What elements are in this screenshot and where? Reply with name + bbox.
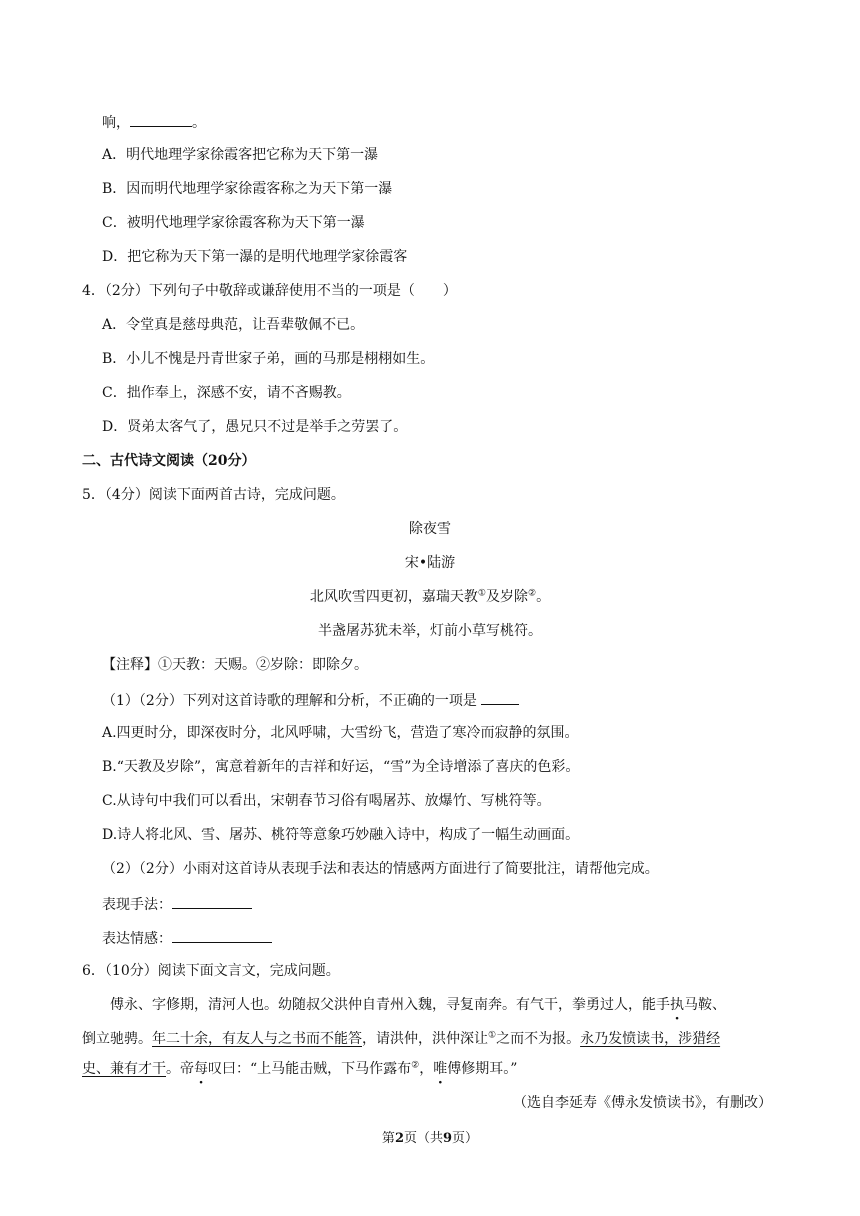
q5-sub1-option-d: D.诗人将北风、雪、屠苏、桃符等意象巧妙融入诗中，构成了一幅生动画面。 (102, 827, 580, 843)
q5-sub1-option-a: A.四更时分，即深夜时分，北风呼啸，大雪纷飞，营造了寒冷而寂静的氛围。 (102, 725, 579, 741)
page-footer: 第2页（共9页） (381, 1131, 479, 1146)
q4-option-d: D．贤弟太客气了，愚兄只不过是举手之劳罢了。 (102, 419, 408, 435)
poem-author: 宋•陆游 (404, 555, 456, 571)
q6-stem: 6．（10分）阅读下面文言文，完成问题。 (82, 963, 340, 979)
poem-title: 除夜雪 (409, 521, 451, 537)
source-note: （选自李延寿《傅永发愤读书》，有删改） (513, 1095, 772, 1111)
q5-sub2-stem: （2）（2分）小雨对这首诗从表现手法和表达的情感两方面进行了简要批注，请帮他完成。 (102, 861, 659, 877)
answer-blank[interactable] (481, 690, 519, 705)
q3-option-a: A．明代地理学家徐霞客把它称为天下第一瀑 (102, 147, 379, 163)
emotion-field: 表达情感： (102, 928, 272, 948)
q5-sub1-stem: （1）（2分）下列对这首诗歌的理解和分析，不正确的一项是 (102, 690, 519, 710)
page-number: 2 (394, 1131, 404, 1146)
emotion-answer-blank[interactable] (172, 928, 272, 943)
poem-line-1: 北风吹雪四更初，嘉瑞天教①及岁除②。 (309, 588, 551, 605)
technique-answer-blank[interactable] (172, 894, 252, 909)
q5-sub1-option-b: B.“天教及岁除”，寓意着新年的吉祥和好运，“雪”为全诗增添了喜庆的色彩。 (102, 759, 580, 775)
passage-line-2: 倒立驰骋。年二十余，有友人与之书而不能答，请洪仲，洪仲深让①之而不为报。永乃发愤读书，涉猎经 (82, 1030, 721, 1047)
dotted-char: 唯 (433, 1061, 448, 1077)
passage-line-3: 史、兼有才干。帝每叹曰：“上马能击贼，下马作露布②，唯傅修期耳。” (82, 1060, 518, 1077)
q5-stem: 5．（4分）阅读下面两首古诗，完成问题。 (82, 487, 345, 503)
passage-line-1: 傅永、字修期，清河人也。幼随叔父洪仲自青州入魏，寻复南奔。有气干，拳勇过人，能手执马鞍、 (110, 997, 726, 1013)
underlined-sentence-2-cont: 史、兼有才干 (82, 1061, 166, 1077)
dotted-char: 每 (194, 1061, 208, 1077)
total-pages: 9 (443, 1131, 453, 1146)
poem-note: 【注释】①天教：天赐。②岁除：即除夕。 (102, 657, 368, 673)
underlined-sentence-2: 永乃发愤读书，涉猎经 (580, 1031, 721, 1047)
q3-option-c: C．被明代地理学家徐霞客称为天下第一瀑 (102, 215, 365, 231)
q4-option-c: C．拙作奉上，深感不安，请不吝赐教。 (102, 385, 351, 401)
q4-stem: 4．（2分）下列句子中敬辞或谦辞使用不当的一项是（ ） (82, 283, 457, 299)
section-heading: 二、古代诗文阅读（20分） (82, 453, 256, 469)
q3-option-b: B．因而明代地理学家徐霞客称之为天下第一瀑 (102, 181, 393, 197)
answer-blank[interactable] (130, 112, 192, 127)
underlined-sentence-1: 年二十余，有友人与之书而不能答 (152, 1031, 362, 1047)
q4-option-a: A．令堂真是慈母典范，让吾辈敬佩不已。 (102, 317, 365, 333)
technique-field: 表现手法： (102, 894, 252, 914)
q3-option-d: D．把它称为天下第一瀑的是明代地理学家徐霞客 (102, 249, 408, 265)
dotted-char: 执 (670, 997, 684, 1013)
q3-stem-end: 响， 。 (102, 112, 206, 132)
q5-sub1-option-c: C.从诗句中我们可以看出，宋朝春节习俗有喝屠苏、放爆竹、写桃符等。 (102, 793, 551, 809)
q4-option-b: B．小儿不愧是丹青世家子弟，画的马那是栩栩如生。 (102, 351, 435, 367)
poem-line-2: 半盏屠苏犹未举，灯前小草写桃符。 (318, 623, 542, 639)
